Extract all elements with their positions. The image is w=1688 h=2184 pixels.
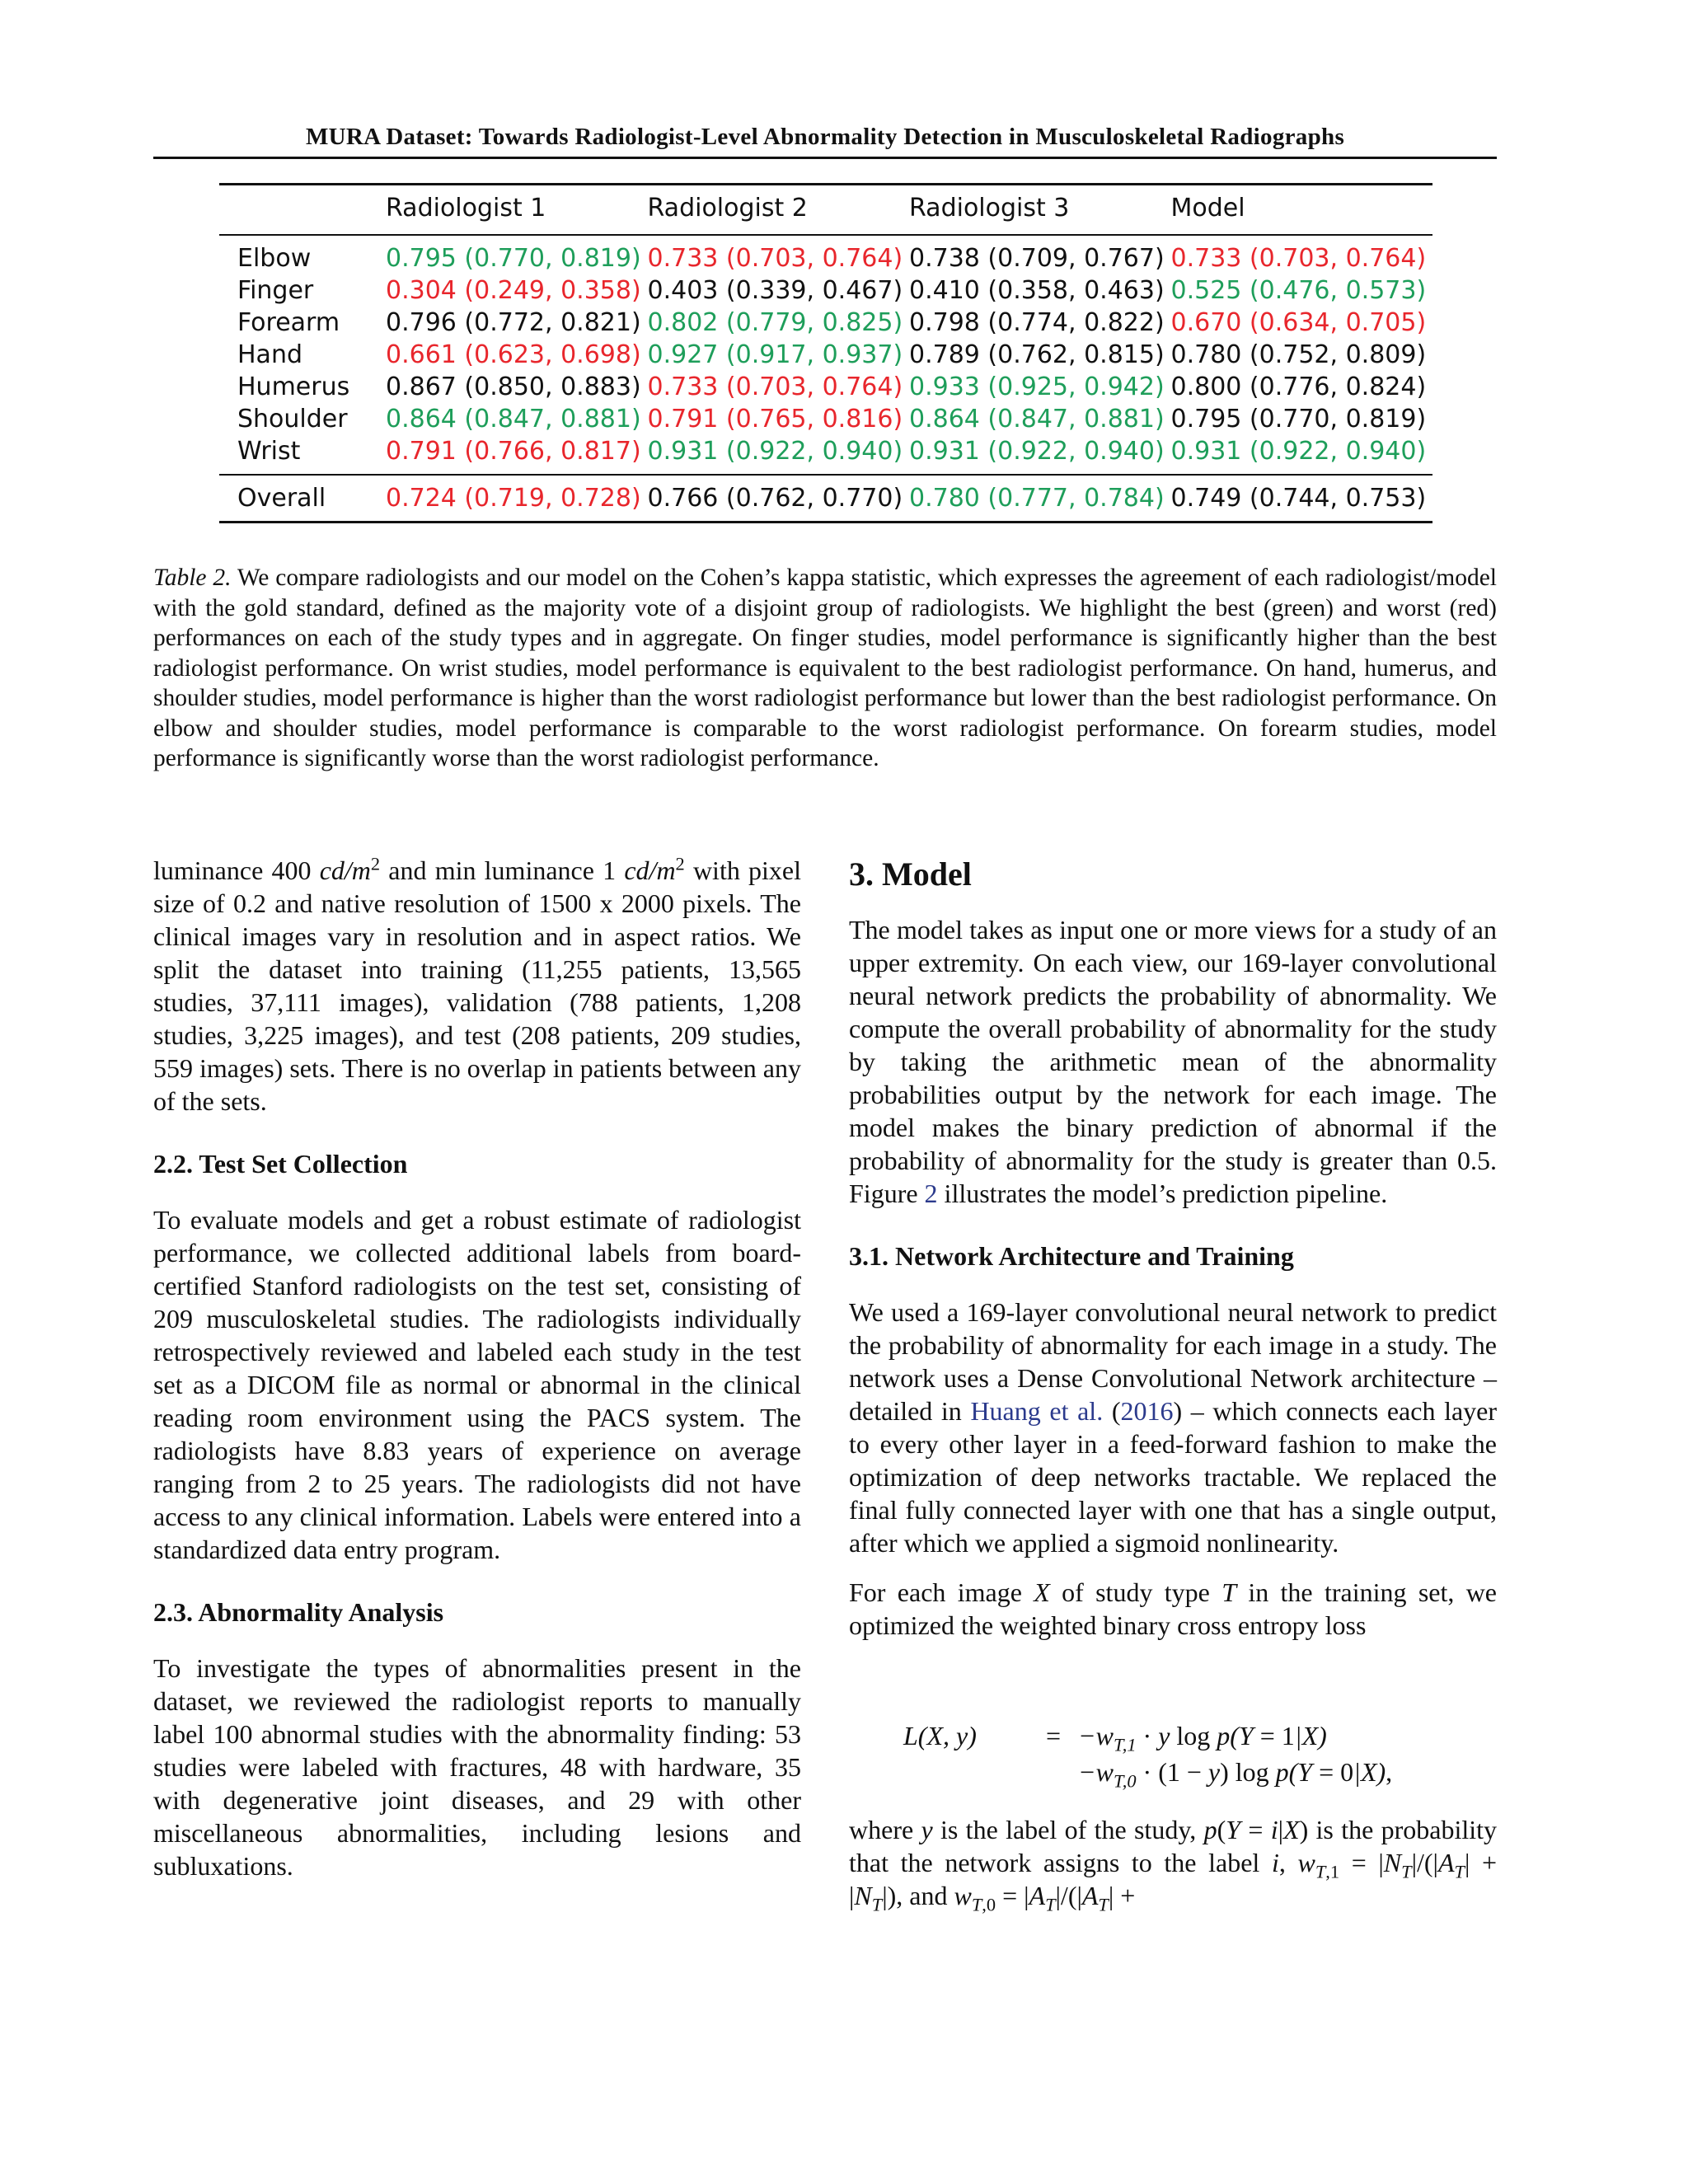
caption-text: We compare radiologists and our model on the Cohen’s kappa statistic, which expresses the agreement of each radiologist/model with the gold standard, defined as the majority vote of a disjoint group of radiologists. We highlight the best (green) and worst (red) performances on each of the study types and in aggregate. On finger studies, model performance is significantly higher than the best radiologist performance. On wrist studies, model performance is equivalent to the best radiologist performance. On hand, humerus, and shoulder studies, model performance is higher than the worst radiologist performance but lower than the best radiologist performance. On elbow and shoulder studies, model performance is comparable to the worst radiologist performance. On forearm studies, model performance is significantly worse than the worst radiologist performance. xyxy=(153,565,1497,771)
table-row xyxy=(219,339,1432,371)
kappa-cell: 0.795 (0.770, 0.819) xyxy=(1170,405,1427,434)
table-row xyxy=(219,475,1432,523)
table-header-cell: Radiologist 1 xyxy=(386,185,648,236)
equation-term-2: $-w_{T,0} \cdot (1 - y)$ log p(Y = 0|X), xyxy=(1078,1757,1393,1792)
kappa-cell: 0.864 (0.847, 0.881) xyxy=(386,405,641,434)
table-header-empty xyxy=(219,185,386,236)
kappa-cell: 0.796 (0.772, 0.821) xyxy=(386,308,641,337)
row-label: Forearm xyxy=(237,308,340,337)
equation-term-1: $-w_{T,1} \cdot y$ log p(Y = 1|X) xyxy=(1078,1721,1327,1755)
table-row xyxy=(219,274,1432,307)
row-label: Overall xyxy=(219,475,386,523)
row-label: Humerus xyxy=(237,373,350,401)
kappa-cell: 0.403 (0.339, 0.467) xyxy=(647,276,903,305)
kappa-cell: 0.933 (0.925, 0.942) xyxy=(909,373,1165,401)
table-caption xyxy=(153,563,1497,774)
kappa-cell: 0.738 (0.709, 0.767) xyxy=(909,244,1165,273)
caption-label: Table 2. xyxy=(153,565,232,591)
kappa-cell: 0.780 (0.777, 0.784) xyxy=(909,475,1171,523)
table-row xyxy=(219,371,1432,403)
section-heading-3: 3. Model xyxy=(849,855,972,893)
kappa-cell: 0.864 (0.847, 0.881) xyxy=(909,405,1165,434)
loss-equation xyxy=(849,1718,1497,1790)
left-column xyxy=(153,854,801,1882)
equation-equals: = xyxy=(1045,1721,1062,1750)
kappa-cell: 0.733 (0.703, 0.764) xyxy=(647,244,903,273)
row-label: Shoulder xyxy=(237,405,348,434)
row-label: Finger xyxy=(237,276,314,305)
kappa-cell: 0.791 (0.766, 0.817) xyxy=(386,437,641,466)
table-row xyxy=(219,235,1432,274)
kappa-cell: 0.795 (0.770, 0.819) xyxy=(386,244,641,273)
citation-year-link[interactable]: 2016 xyxy=(1120,1396,1174,1426)
row-label: Elbow xyxy=(237,244,312,273)
kappa-cell: 0.789 (0.762, 0.815) xyxy=(909,340,1165,369)
section-heading-2-3: 2.3. Abnormality Analysis xyxy=(153,1597,444,1627)
right-column xyxy=(849,854,1498,1915)
kappa-cell: 0.661 (0.623, 0.698) xyxy=(386,340,641,369)
paragraph-loss-definitions: where y is the label of the study, p(Y = i|X) is the probability that the network assigns to the label i, $w_{T,1} = |N_T|/(|A_T| + |N_T|)$, and $w_{T,0} = |A_T|/(|A_T|$ + xyxy=(849,1815,1498,1915)
table-row xyxy=(219,435,1432,475)
kappa-table xyxy=(219,183,1432,523)
kappa-cell: 0.931 (0.922, 0.940) xyxy=(647,437,903,466)
kappa-cell: 0.733 (0.703, 0.764) xyxy=(647,373,903,401)
figure-link[interactable]: 2 xyxy=(924,1179,938,1208)
kappa-cell: 0.724 (0.719, 0.728) xyxy=(386,475,648,523)
kappa-cell: 0.525 (0.476, 0.573) xyxy=(1170,276,1427,305)
kappa-cell: 0.791 (0.765, 0.816) xyxy=(647,405,903,434)
paragraph-test-set: To evaluate models and get a robust estimate of radiologist performance, we collected additional labels from board-certified Stanford radiologists on the test set, consisting of 209 musculoskeletal studies. The radiologists individually retrospectively reviewed and labeled each study in the test set as a DICOM file as normal or abnormal in the clinical reading room environment using the PACS system. The radiologists have 8.83 years of experience on average ranging from 2 to 25 years. The radiologists did not have access to any clinical information. Labels were entered into a standardized data entry program. xyxy=(153,1205,801,1564)
table-header-cell: Radiologist 2 xyxy=(648,185,910,236)
kappa-cell: 0.304 (0.249, 0.358) xyxy=(386,276,641,305)
kappa-cell: 0.670 (0.634, 0.705) xyxy=(1170,308,1427,337)
kappa-cell: 0.931 (0.922, 0.940) xyxy=(909,437,1165,466)
paragraph-dataset-split: luminance 400 $cd/m^2$ and min luminance 1 $cd/m^2$ with pixel size of 0.2 and native resolution of 1500 x 2000 pixels. The clinical images vary in resolution and in aspect ratios. We split the dataset into training (11,255 patients, 13,565 studies, 37,111 images), validation (788 patients, 1,208 studies, 3,225 images), and test (208 patients, 209 studies, 559 images) sets. There is no overlap in patients between any of the sets. xyxy=(153,853,802,1116)
kappa-cell: 0.766 (0.762, 0.770) xyxy=(648,475,910,523)
table-row xyxy=(219,307,1432,339)
kappa-cell: 0.798 (0.774, 0.822) xyxy=(909,308,1165,337)
running-head: MURA Dataset: Towards Radiologist-Level Abnormality Detection in Musculoskeletal Radiographs xyxy=(305,124,1345,150)
paragraph-model: The model takes as input one or more views for a study of an upper extremity. On each view, our 169-layer convolutional neural network predicts the probability of abnormality. We compute the overall probability of abnormality for the study by taking the arithmetic mean of the abnormality probabilities output by the network for each image. The model makes the binary prediction of abnormal if the probability of abnormality for the study is greater than 0.5. Figure 2 illustrates the model’s prediction pipeline. xyxy=(849,915,1497,1208)
kappa-cell: 0.410 (0.358, 0.463) xyxy=(909,276,1165,305)
table-header-row xyxy=(219,185,1432,236)
paragraph-loss-intro: For each image X of study type T in the training set, we optimized the weighted binary cross entropy loss xyxy=(849,1577,1497,1640)
row-label: Hand xyxy=(237,340,302,369)
row-label: Wrist xyxy=(237,437,301,466)
kappa-cell: 0.733 (0.703, 0.764) xyxy=(1170,244,1427,273)
equation-lhs: L(X, y) xyxy=(903,1721,977,1750)
citation-link[interactable]: Huang et al. xyxy=(970,1396,1104,1426)
kappa-cell: 0.749 (0.744, 0.753) xyxy=(1171,475,1433,523)
table-body xyxy=(219,235,1432,523)
kappa-cell: 0.802 (0.779, 0.825) xyxy=(647,308,903,337)
header-rule xyxy=(153,157,1497,159)
kappa-cell: 0.867 (0.850, 0.883) xyxy=(386,373,641,401)
section-heading-2-2: 2.2. Test Set Collection xyxy=(153,1149,408,1179)
table-header-cell: Radiologist 3 xyxy=(909,185,1171,236)
paragraph-abnormality: To investigate the types of abnormalities present in the dataset, we reviewed the radiologist reports to manually label 100 abnormal studies with the abnormality finding: 53 studies were labeled with fractures, 48 with hardware, 35 with degenerative joint diseases, and 29 with other miscellaneous abnormalities, including lesions and subluxations. xyxy=(153,1653,801,1881)
table-header-cell: Model xyxy=(1171,185,1433,236)
kappa-cell: 0.800 (0.776, 0.824) xyxy=(1170,373,1427,401)
kappa-cell: 0.780 (0.752, 0.809) xyxy=(1170,340,1427,369)
kappa-cell: 0.927 (0.917, 0.937) xyxy=(647,340,903,369)
table-row xyxy=(219,403,1432,435)
paragraph-architecture: We used a 169-layer convolutional neural network to predict the probability of abnormality for each image in a study. The network uses a Dense Convolutional Network architecture – detailed in Huang et al. (2016) – which connects each layer to every other layer in a feed-forward fashion to make the optimization of deep networks tractable. We replaced the final fully connected layer with one that has a single output, after which we applied a sigmoid nonlinearity. xyxy=(849,1297,1498,1558)
kappa-cell: 0.931 (0.922, 0.940) xyxy=(1170,437,1427,466)
section-heading-3-1: 3.1. Network Architecture and Training xyxy=(849,1241,1294,1271)
